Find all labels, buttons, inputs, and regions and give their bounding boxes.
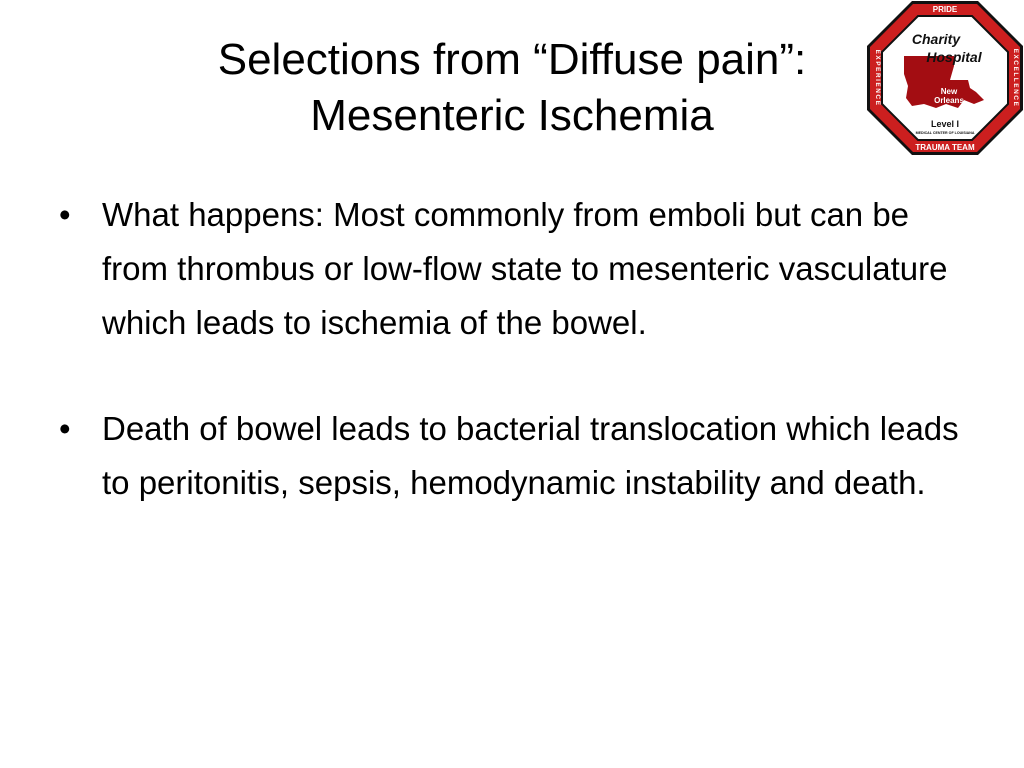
logo-graphic — [866, 0, 1024, 156]
slide-title — [100, 32, 924, 144]
logo-city-line-2: Orleans — [934, 96, 964, 105]
title-line-2: Mesenteric Ischemia — [310, 91, 714, 140]
logo-right-text: EXCELLENCE — [1012, 48, 1019, 108]
bullet-item — [56, 402, 976, 510]
logo-city-line-1: New — [940, 87, 958, 96]
logo-level-text: Level I — [930, 119, 960, 129]
title-line-1: Selections from “Diffuse pain”: — [217, 35, 807, 84]
logo-top-text: PRIDE — [932, 5, 958, 14]
logo-name-line-2: Hospital — [926, 49, 982, 65]
bullet-item — [56, 188, 976, 350]
bullet-list — [56, 188, 976, 562]
bullet-dot-icon: • — [59, 410, 71, 447]
trauma-team-logo — [866, 0, 1024, 156]
logo-name-line-1: Charity — [911, 31, 961, 47]
logo-left-text: EXPERIENCE — [874, 49, 881, 107]
bullet-text: Death of bowel leads to bacterial translocation which leads to peritonitis, sepsis, hemodynamic instability and death. — [102, 410, 959, 501]
logo-bottom-text: TRAUMA TEAM — [915, 143, 975, 152]
logo-subtext: MEDICAL CENTER OF LOUISIANA — [915, 131, 975, 135]
bullet-dot-icon: • — [59, 196, 71, 233]
bullet-text: What happens: Most commonly from emboli but can be from thrombus or low-flow state to mesenteric vasculature which leads to ischemia of the bowel. — [102, 196, 948, 341]
